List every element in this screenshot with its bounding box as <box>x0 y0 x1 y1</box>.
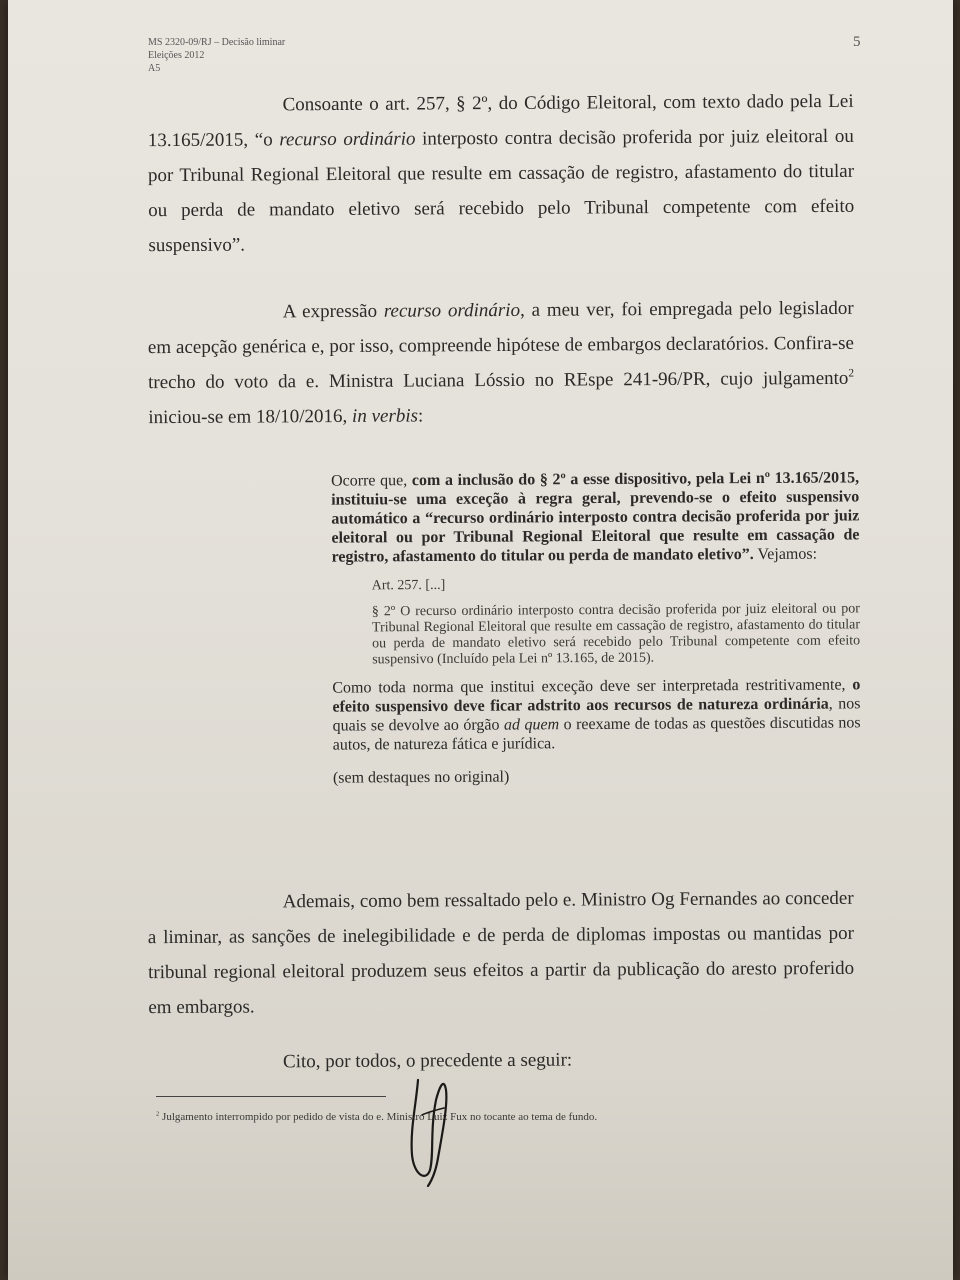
document-page <box>8 0 953 1280</box>
paragraph-2: A expressão recurso ordinário, a meu ver, foi empregada pelo legislador em acepção genérica e, por isso, compreende hipótese de embargos declaratórios. Confira-se trecho do voto da e. Ministra Luciana Lóssio no REspe 241-96/PR, cujo julgamento$^2$ iniciou-se em 18/10/2016, in verbis: <box>147 297 855 429</box>
quote-note: (sem destaques no original) <box>332 768 510 787</box>
block-quote <box>331 468 861 787</box>
page-number: 5 <box>853 34 861 50</box>
paragraph-4: Cito, por todos, o precedente a seguir: <box>282 1049 573 1073</box>
law-article: Art. 257. [...] <box>371 577 446 594</box>
handwritten-signature <box>378 1060 498 1190</box>
footnote: $^2$ Julgamento interrompido por pedido de vista do e. Ministro Luiz Fux no tocante ao tema de fundo. <box>156 1110 598 1123</box>
quote-paragraph-1: Ocorre que, com a inclusão do § 2º a esse dispositivo, pela Lei nº 13.165/2015, instituiu-se uma exceção à regra geral, prevendo-se o efeito suspensivo automático a “recurso ordinário interposto contra decisão proferida por juiz eleitoral ou por Tribunal Regional Eleitoral que resulte em cassação de registro, afastamento do titular ou perda de mandato eletivo”. Vejamos: <box>331 469 860 566</box>
footnote-separator <box>156 1096 386 1097</box>
quote-paragraph-2: Como toda norma que institui exceção deve ser interpretada restritivamente, o efeito suspensivo deve ficar adstrito aos recursos de natureza ordinária, nos quais se devolve ao órgão ad quem o reexame de todas as questões discutidas nos autos, de natureza fática e jurídica. <box>332 676 861 754</box>
document-header <box>148 36 285 75</box>
header-case-line: MS 2320-09/RJ – Decisão liminar <box>148 37 286 48</box>
law-paragraph: § 2º O recurso ordinário interposto contra decisão proferida por juiz eleitoral ou por Tribunal Regional Eleitoral que resulte em cassação de registro, afastamento do titular ou perda de mandato eletivo será recebido pelo Tribunal competente com efeito suspensivo (Incluído pela Lei nº 13.165, de 2015). <box>371 601 861 668</box>
footnote-ref: 2 <box>848 367 855 380</box>
paragraph-1: Consoante o art. 257, § 2º, do Código Eleitoral, com texto dado pela Lei 13.165/2015, “o recurso ordinário interposto contra decisão proferida por juiz eleitoral ou por Tribunal Regional Eleitoral que resulte em cassação de registro, afastamento do titular ou perda de mandato eletivo será recebido pelo Tribunal competente com efeito suspensivo”. <box>147 90 855 257</box>
law-citation <box>372 575 861 668</box>
header-election-line: Eleições 2012 <box>148 50 205 61</box>
header-code-line: A5 <box>148 63 161 74</box>
paragraph-3: Ademais, como bem ressaltado pelo e. Ministro Og Fernandes ao conceder a liminar, as sanções de inelegibilidade e de perda de diplomas impostas ou mantidas por tribunal regional eleitoral produzem seus efeitos a partir da publicação do aresto proferido em embargos. <box>147 887 855 1019</box>
